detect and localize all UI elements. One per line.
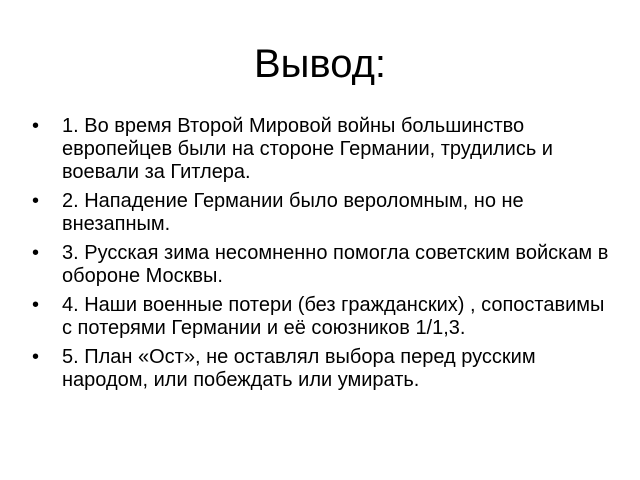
bullet-text: 1. Во время Второй Мировой войны большинство европейцев были на стороне Германии, трудились и воевали за Гитлера. <box>62 115 553 183</box>
bullet-item <box>32 242 612 288</box>
bullet-item <box>32 115 612 184</box>
bullet-item <box>32 294 612 340</box>
bullet-icon: • <box>32 115 40 137</box>
bullet-item <box>32 190 612 236</box>
bullet-icon: • <box>32 242 40 264</box>
bullet-text: 5. План «Ост», не оставлял выбора перед русским народом, или побеждать или умирать. <box>62 346 536 391</box>
slide-title: Вывод: <box>253 42 387 86</box>
bullet-text: 3. Русская зима несомненно помогла советским войскам в обороне Москвы. <box>62 242 609 287</box>
bullet-text: 4. Наши военные потери (без гражданских) , сопоставимы с потерями Германии и её союзников 1/1,3. <box>62 294 605 339</box>
bullet-icon: • <box>32 190 40 212</box>
bullet-item <box>32 346 612 392</box>
bullet-icon: • <box>32 294 40 316</box>
bullet-icon: • <box>32 346 40 368</box>
bullet-list <box>32 115 612 398</box>
bullet-text: 2. Нападение Германии было вероломным, но не внезапным. <box>62 190 524 235</box>
